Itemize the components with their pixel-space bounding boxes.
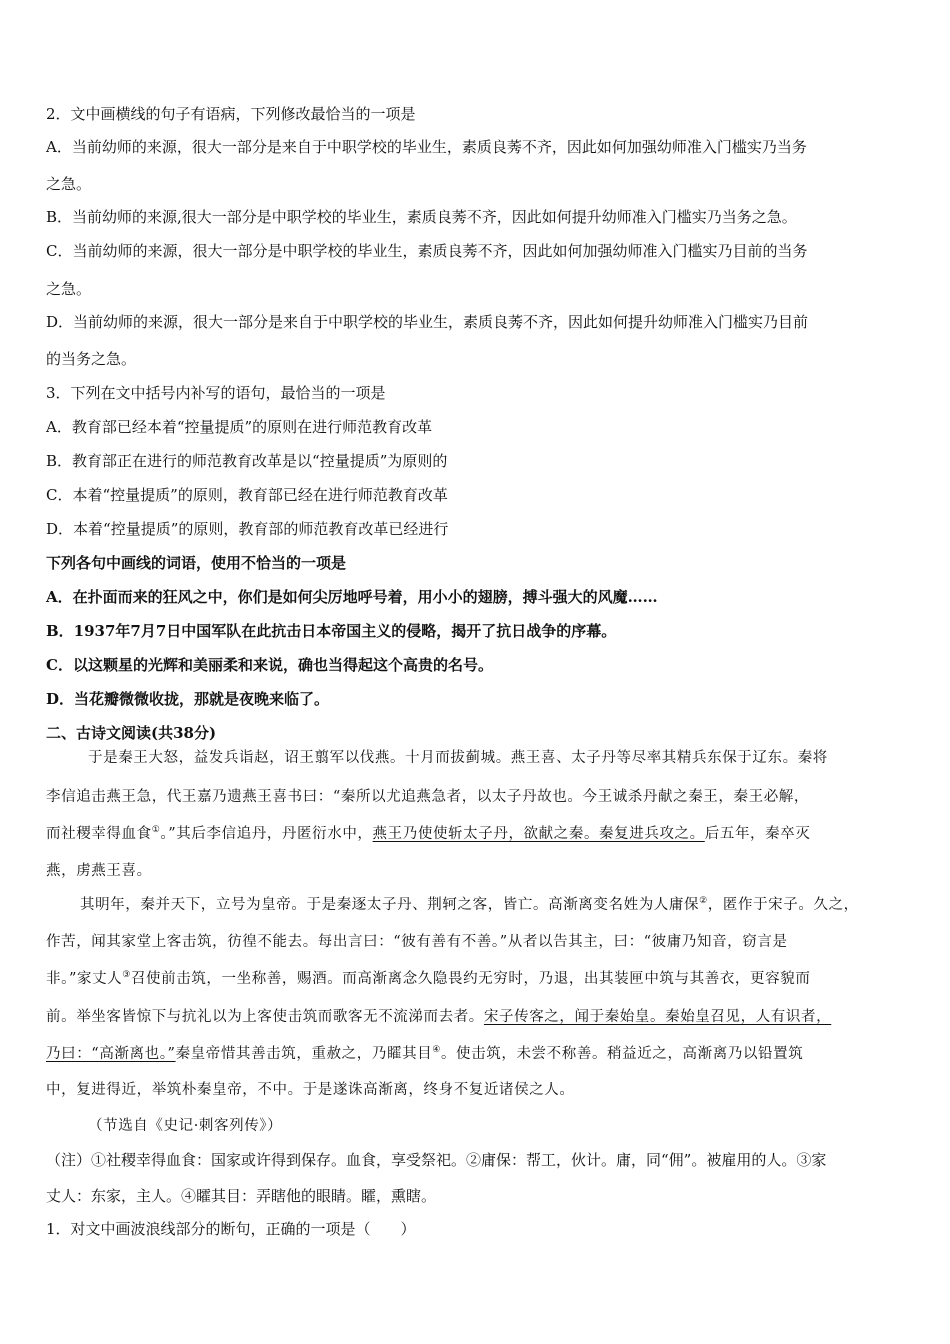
q4-option-b: B．1937年7月7日中国军队在此抗击日本帝国主义的侵略，揭开了抗日战争的序幕。 xyxy=(46,622,617,640)
q2-option-c-line1: C．当前幼师的来源，很大一部分是中职学校的毕业生，素质良莠不齐，因此如何加强幼师准入门槛实乃目前的当务 xyxy=(46,242,808,260)
wavy-sentence: 前。举坐客皆惊下与抗礼以为上客使击筑而歌客无不流涕而去者。 xyxy=(46,1009,484,1025)
q2-option-d-line1: D．当前幼师的来源，很大一部分是来自于中职学校的毕业生，素质良莠不齐，因此如何提升幼师准入门槛实乃目前 xyxy=(46,313,809,331)
passage-p1-line3 xyxy=(46,824,906,844)
section-heading: 二、古诗文阅读(共38分) xyxy=(46,724,217,742)
q2-option-d-line2: 的当务之急。 xyxy=(46,350,137,368)
q3-option-a: A．教育部已经本着“控量提质”的原则在进行师范教育改革 xyxy=(46,418,433,436)
footnote-mark: ② xyxy=(699,896,708,907)
q4-option-c: C．以这颗星的光辉和美丽柔和来说，确也当得起这个高贵的名号。 xyxy=(46,656,493,674)
q4-option-d: D．当花瓣微微收拢，那就是夜晚来临了。 xyxy=(46,690,330,708)
underlined-sentence: 燕王乃使使斩太子丹，欲献之秦。秦复进兵攻之。 xyxy=(372,826,705,842)
q3-option-b: B．教育部正在进行的师范教育改革是以“控量提质”为原则的 xyxy=(46,452,448,470)
passage-p1-line1: 于是秦王大怒，益发兵诣赵，诏王翦军以伐燕。十月而拔蓟城。燕王喜、太子丹等尽率其精兵东保于辽东。秦将 xyxy=(88,750,828,766)
notes-line2: 丈人：东家，主人。④矐其目：弄瞎他的眼睛。矐，熏瞎。 xyxy=(46,1187,437,1205)
passage-p2-line5 xyxy=(46,1044,906,1064)
passage-text: 。使击筑，未尝不称善。稍益近之，高渐离乃以铅置筑 xyxy=(440,1046,804,1062)
underlined-sentence: 乃曰：“高渐离也。” xyxy=(46,1046,176,1062)
passage-p2-line3 xyxy=(46,969,906,989)
footnote-mark: ④ xyxy=(432,1045,441,1056)
passage-text: ，匿作于宋子。久之， xyxy=(707,897,859,913)
passage-p1-line4: 燕，虏燕王喜。 xyxy=(46,863,152,879)
q2-stem: 2．文中画横线的句子有语病，下列修改最恰当的一项是 xyxy=(46,105,416,123)
underlined-sentence: 宋子传客之，闻于秦始皇。秦始皇召见，人有识者， xyxy=(483,1009,832,1025)
passage-source: （节选自《史记·刺客列传》） xyxy=(88,1118,283,1134)
notes-line1: （注）①社稷幸得血食：国家或许得到保存。血食，享受祭祀。②庸保：帮工，伙计。庸，同“佣”。被雇用的人。③家 xyxy=(46,1151,827,1169)
passage-text: 其明年，秦并天下，立号为皇帝。于是秦逐太子丹、荆轲之客，皆亡。高渐离变名姓为人庸保 xyxy=(80,897,700,913)
footnote-mark: ① xyxy=(151,825,161,836)
passage-text: 。”其后李信追丹，丹匿衍水中， xyxy=(160,826,373,842)
passage-p2-line1 xyxy=(80,895,908,915)
q5-stem: 1．对文中画波浪线部分的断句，正确的一项是（ ） xyxy=(46,1220,416,1238)
passage-text: 后五年，秦卒灭 xyxy=(704,826,811,842)
passage-p2-line4 xyxy=(46,1007,906,1027)
passage-text: 非。”家丈人 xyxy=(46,971,123,987)
q2-option-a-line2: 之急。 xyxy=(46,175,92,193)
passage-text: 秦皇帝惜其善击筑，重赦之，乃矐其目 xyxy=(175,1046,433,1062)
passage-text: 召使前击筑，一坐称善，赐酒。而高渐离念久隐畏约无穷时，乃退，出其装匣中筑与其善衣，更容貌而 xyxy=(130,971,811,987)
q2-option-b: B．当前幼师的来源,很大一部分是中职学校的毕业生，素质良莠不齐，因此如何提升幼师准入门槛实乃当务之急。 xyxy=(46,208,797,226)
q4-option-a: A．在扑面而来的狂风之中，你们是如何尖厉地呼号着，用小小的翅膀，搏斗强大的风魔…… xyxy=(46,588,658,606)
q3-option-c: C．本着“控量提质”的原则，教育部已经在进行师范教育改革 xyxy=(46,486,448,504)
passage-p2-line2: 作苦，闻其家堂上客击筑，彷徨不能去。每出言曰：“彼有善有不善。”从者以告其主，曰：“彼庸乃知音，窃言是 xyxy=(46,934,788,950)
q2-option-c-line2: 之急。 xyxy=(46,280,92,298)
footnote-mark: ③ xyxy=(122,970,131,981)
passage-text: 而社稷幸得血食 xyxy=(46,826,152,842)
passage-p1-line2: 李信追击燕王急，代王嘉乃遗燕王喜书曰：“秦所以尤追燕急者，以太子丹故也。今王诚杀丹献之秦王，秦王必解， xyxy=(46,789,810,805)
q4-stem: 下列各句中画线的词语，使用不恰当的一项是 xyxy=(46,554,347,572)
q3-stem: 3．下列在文中括号内补写的语句，最恰当的一项是 xyxy=(46,384,386,402)
q3-option-d: D．本着“控量提质”的原则，教育部的师范教育改革已经进行 xyxy=(46,520,449,538)
passage-p2-line6: 中，复进得近，举筑朴秦皇帝，不中。于是遂诛高渐离，终身不复近诸侯之人。 xyxy=(46,1082,575,1098)
q2-option-a-line1: A．当前幼师的来源，很大一部分是来自于中职学校的毕业生，素质良莠不齐，因此如何加强幼师准入门槛实乃当务 xyxy=(46,138,807,156)
